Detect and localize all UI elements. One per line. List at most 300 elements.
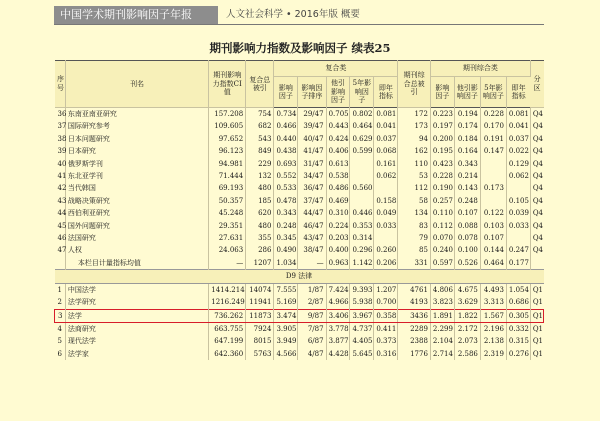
table-cell: 0.316	[374, 348, 398, 360]
table-cell: 4.405	[350, 335, 374, 347]
table-cell: 0.613	[326, 158, 350, 170]
col-c-5yr: 5年影响因子	[350, 77, 374, 108]
table-cell: 5.169	[274, 296, 298, 309]
group-journal: 期刊综合类	[430, 61, 530, 77]
table-cell: Q4	[532, 172, 544, 181]
table-cell: 37	[55, 120, 66, 132]
table-cell: 45	[55, 220, 66, 232]
table-cell: 0.343	[454, 158, 480, 170]
table-row	[55, 145, 544, 157]
table-cell: 1.567	[480, 309, 506, 322]
table-cell: 31/47	[298, 158, 326, 170]
table-cell: 647.199	[209, 335, 246, 347]
table-row	[55, 335, 544, 347]
table-cell: 国际研究参考	[65, 120, 208, 132]
table-cell: 4.966	[326, 296, 350, 309]
table-cell: 0.107	[454, 207, 480, 219]
table-cell: 0.305	[506, 309, 530, 322]
table-cell: 0.164	[454, 145, 480, 157]
table-cell: 1216.249	[209, 296, 246, 309]
table-cell: 5.938	[350, 296, 374, 309]
table-row	[55, 182, 544, 194]
table-cell: 0.693	[274, 158, 298, 170]
table-cell: Q4	[532, 147, 544, 156]
table-cell: 3.313	[480, 296, 506, 309]
col-c-other: 他引影响因子	[326, 77, 350, 108]
table-cell: 0.464	[350, 120, 374, 132]
table-cell: 94	[398, 133, 431, 145]
table-cell: Q4	[532, 196, 544, 205]
table-cell: 0.552	[274, 170, 298, 182]
col-j-if: 影响因子	[430, 77, 454, 108]
table-cell: 0.214	[454, 170, 480, 182]
table-row	[55, 244, 544, 256]
table-cell: 1207	[246, 257, 274, 270]
table-cell: 2/87	[298, 296, 326, 309]
table-cell: 0.446	[350, 207, 374, 219]
table-cell: Q1	[532, 349, 544, 358]
table-cell: 0.686	[506, 296, 530, 309]
table-cell: 0.248	[454, 195, 480, 207]
table-row	[55, 133, 544, 145]
table-cell	[506, 232, 530, 244]
table-cell: 1.054	[506, 283, 530, 296]
col-seq: 序号	[55, 61, 66, 108]
table-cell: 0.411	[374, 322, 398, 335]
table-cell: 0.184	[454, 133, 480, 145]
table-cell: 3.406	[326, 309, 350, 322]
group-composite: 复合类	[274, 61, 398, 77]
table-cell: 3.967	[350, 309, 374, 322]
table-cell: 0.190	[430, 182, 454, 194]
table-cell: 4/87	[298, 348, 326, 360]
table-cell: 本栏目计量指标均值	[65, 257, 208, 270]
table-cell: 2289	[398, 322, 431, 335]
table-cell: Q4	[532, 234, 544, 243]
table-cell: 0.705	[326, 108, 350, 121]
table-cell: 1.142	[350, 257, 374, 270]
table-cell: 50.357	[209, 195, 246, 207]
table-cell: 法学研究	[65, 296, 208, 309]
highlighted-row	[55, 309, 544, 322]
table-cell: 0.240	[430, 244, 454, 256]
col-zone: 分区	[530, 61, 543, 108]
table-cell: 11941	[246, 296, 274, 309]
table-cell: 7.424	[326, 283, 350, 296]
table-cell: 162	[398, 145, 431, 157]
table-cell: 2.586	[454, 348, 480, 360]
table-cell: 0.100	[454, 244, 480, 256]
table-cell: 0.062	[374, 170, 398, 182]
table-cell: 43/47	[298, 232, 326, 244]
table-cell: 46	[55, 232, 66, 244]
table-cell: 0.438	[274, 145, 298, 157]
table-cell: 法学家	[65, 348, 208, 360]
table-cell: 法商研究	[65, 322, 208, 335]
table-cell: 法国研究	[65, 232, 208, 244]
table-cell: 5	[55, 335, 66, 347]
running-header-subtitle: 人文社会科学 • 2016年版 概要	[226, 9, 360, 20]
table-cell: 543	[246, 133, 274, 145]
table-cell: 东北亚学刊	[65, 170, 208, 182]
table-cell: 0.310	[326, 207, 350, 219]
table-cell: 754	[246, 108, 274, 121]
table-cell: 47	[55, 244, 66, 256]
table-title: 期刊影响力指数及影响因子 续表25	[209, 41, 391, 55]
table-cell: 0.248	[274, 220, 298, 232]
table-cell: 1.034	[274, 257, 298, 270]
table-cell: 0.049	[374, 207, 398, 219]
table-cell: 0.197	[430, 120, 454, 132]
table-cell: 0.466	[274, 120, 298, 132]
table-cell: 0.103	[480, 220, 506, 232]
table-cell: 6/87	[298, 335, 326, 347]
table-cell: 3436	[398, 309, 431, 322]
table-cell: 0.700	[374, 296, 398, 309]
table-cell: 0.423	[430, 158, 454, 170]
table-cell: 5763	[246, 348, 274, 360]
table-cell: Q1	[532, 324, 544, 333]
table-cell: 7.555	[274, 283, 298, 296]
col-j-imm: 即年指标	[506, 77, 530, 108]
table-cell: 682	[246, 120, 274, 132]
table-cell: 40	[55, 158, 66, 170]
table-cell: 41	[55, 170, 66, 182]
col-c-rank: 影响因子排序	[298, 77, 326, 108]
table-cell: 4.493	[480, 283, 506, 296]
table-cell: 4.737	[350, 322, 374, 335]
table-cell: 2.073	[454, 335, 480, 347]
table-cell: 7924	[246, 322, 274, 335]
table-cell: 0.105	[506, 195, 530, 207]
table-cell: 0.224	[326, 220, 350, 232]
table-row	[55, 232, 544, 244]
table-cell: 4193	[398, 296, 431, 309]
table-cell: 480	[246, 182, 274, 194]
table-cell: 日本研究	[65, 145, 208, 157]
table-cell: 39	[55, 145, 66, 157]
table-cell: 79	[398, 232, 431, 244]
table-cell: 46/47	[298, 220, 326, 232]
table-cell: Q4	[532, 159, 544, 168]
table-cell: 西伯利亚研究	[65, 207, 208, 219]
table-cell: 8015	[246, 335, 274, 347]
table-cell: 112	[398, 182, 431, 194]
table-cell: Q4	[532, 209, 544, 218]
table-cell: 620	[246, 207, 274, 219]
table-cell: 0.332	[506, 322, 530, 335]
table-cell: 4.566	[274, 348, 298, 360]
table-cell: 0.147	[480, 145, 506, 157]
table-cell: 0.195	[430, 145, 454, 157]
table-row	[55, 158, 544, 170]
table-cell: 173	[398, 120, 431, 132]
table-cell: 172	[398, 108, 431, 121]
table-cell: Q1	[530, 309, 543, 322]
table-cell: 71.444	[209, 170, 246, 182]
table-cell: 185	[246, 195, 274, 207]
table-cell: Q1	[532, 337, 544, 346]
table-cell: 东南亚南亚研究	[65, 108, 208, 121]
table-cell: Q4	[532, 122, 544, 131]
table-cell: 42	[55, 182, 66, 194]
table-cell: 0.440	[274, 133, 298, 145]
table-cell	[506, 182, 530, 194]
table-row	[55, 207, 544, 219]
table-cell: 0.173	[480, 182, 506, 194]
table-cell: 0.353	[350, 220, 374, 232]
table-cell: 97.652	[209, 133, 246, 145]
table-cell: 2	[55, 296, 66, 309]
table-cell: 0.597	[430, 257, 454, 270]
table-cell: 29.351	[209, 220, 246, 232]
table-cell: 法学	[65, 309, 208, 322]
table-body	[55, 108, 544, 361]
table-cell: 0.247	[506, 244, 530, 256]
table-cell: 0.443	[326, 120, 350, 132]
table-cell: 0.078	[454, 232, 480, 244]
col-cited-composite: 复合总被引	[246, 61, 274, 108]
table-cell: 0.203	[326, 232, 350, 244]
table-cell: 0.039	[506, 207, 530, 219]
table-cell: 0.037	[374, 133, 398, 145]
table-cell: Q4	[532, 221, 544, 230]
table-cell: 0.037	[506, 133, 530, 145]
header-divider	[54, 24, 544, 25]
table-cell: 人权	[65, 244, 208, 256]
table-cell: 4.428	[326, 348, 350, 360]
table-cell: 0.469	[326, 195, 350, 207]
table-cell: 2.319	[480, 348, 506, 360]
table-cell: 0.314	[350, 232, 374, 244]
table-cell	[55, 257, 66, 270]
table-cell: 9/87	[298, 309, 326, 322]
table-cell: Q4	[532, 134, 544, 143]
table-cell: 2.104	[430, 335, 454, 347]
table-cell: 58	[398, 195, 431, 207]
table-cell: 0.177	[506, 257, 530, 270]
table-cell: 0.144	[480, 244, 506, 256]
table-row	[55, 170, 544, 182]
table-cell: 0.033	[374, 220, 398, 232]
table-row	[55, 108, 544, 121]
table-cell: 40/47	[298, 133, 326, 145]
table-row	[55, 283, 544, 296]
table-cell: 0.033	[506, 220, 530, 232]
table-cell: 0.464	[480, 257, 506, 270]
table-cell: 0.143	[454, 182, 480, 194]
table-cell: 国外问题研究	[65, 220, 208, 232]
table-cell: 34/47	[298, 170, 326, 182]
table-cell: 0.276	[506, 348, 530, 360]
table-cell: 0.315	[506, 335, 530, 347]
table-cell	[374, 232, 398, 244]
table-row	[55, 195, 544, 207]
table-cell: 0.526	[454, 257, 480, 270]
table-cell: 2388	[398, 335, 431, 347]
table-cell: 0.129	[506, 158, 530, 170]
table-cell: 0.088	[454, 220, 480, 232]
table-cell	[374, 182, 398, 194]
table-cell: 0.424	[326, 133, 350, 145]
table-cell: 0.161	[374, 158, 398, 170]
average-row	[55, 257, 544, 270]
table-cell: 0.296	[350, 244, 374, 256]
table-cell: 480	[246, 220, 274, 232]
table-cell: 俄罗斯学刊	[65, 158, 208, 170]
table-cell: 39/47	[298, 120, 326, 132]
table-cell: 0.200	[430, 133, 454, 145]
table-row	[55, 322, 544, 335]
table-cell: 0.107	[480, 232, 506, 244]
table-cell: 0.070	[430, 232, 454, 244]
table-header	[55, 61, 544, 108]
table-cell: 41/47	[298, 145, 326, 157]
table-cell: 9.393	[350, 283, 374, 296]
table-cell: 94.981	[209, 158, 246, 170]
table-cell: 0.400	[326, 244, 350, 256]
table-cell: 2.196	[480, 322, 506, 335]
table-cell: 0.206	[374, 257, 398, 270]
table-cell: 0.599	[350, 145, 374, 157]
table-cell: 38	[55, 133, 66, 145]
table-cell: 1/87	[298, 283, 326, 296]
table-cell: 36/47	[298, 182, 326, 194]
table-cell: 14074	[246, 283, 274, 296]
table-cell: 36	[55, 108, 66, 121]
table-cell: 229	[246, 158, 274, 170]
table-cell: 3.778	[326, 322, 350, 335]
table-cell: 3.629	[454, 296, 480, 309]
table-cell: 286	[246, 244, 274, 256]
table-cell: 134	[398, 207, 431, 219]
table-cell: 0.802	[350, 108, 374, 121]
table-cell: 日本问题研究	[65, 133, 208, 145]
table-cell: 45.248	[209, 207, 246, 219]
table-cell: 0.358	[374, 309, 398, 322]
section-label: D9 法律	[55, 270, 544, 283]
table-cell: 3.877	[326, 335, 350, 347]
table-cell: 0.191	[480, 133, 506, 145]
table-cell: 6	[55, 348, 66, 360]
table-cell: 0.538	[326, 170, 350, 182]
table-cell: 0.257	[430, 195, 454, 207]
table-cell: 2.299	[430, 322, 454, 335]
running-header-brand: 中国学术期刊影响因子年报	[54, 6, 218, 24]
table-row	[55, 348, 544, 360]
table-cell: 157.208	[209, 108, 246, 121]
table-cell: 0.062	[506, 170, 530, 182]
table-cell: 0.533	[274, 182, 298, 194]
table-cell: —	[298, 257, 326, 270]
table-cell: 0.734	[274, 108, 298, 121]
table-cell: 0.490	[274, 244, 298, 256]
table-cell: 中国法学	[65, 283, 208, 296]
table-cell: 1	[55, 283, 66, 296]
table-cell: Q4	[532, 110, 544, 118]
table-cell: 0.486	[326, 182, 350, 194]
col-c-if: 影响因子	[274, 77, 298, 108]
table-cell: 0.406	[326, 145, 350, 157]
table-cell: 43	[55, 195, 66, 207]
table-cell: 0.112	[430, 220, 454, 232]
table-cell: Q1	[532, 298, 544, 307]
table-cell: 2.172	[454, 322, 480, 335]
table-cell: 2.714	[430, 348, 454, 360]
col-j-other: 他引影响因子	[454, 77, 480, 108]
impact-factor-table	[54, 60, 544, 360]
table-cell: 0.345	[274, 232, 298, 244]
table-cell: 0.122	[480, 207, 506, 219]
col-ci: 期刊影响力指数CI值	[209, 61, 246, 108]
table-cell: 5.645	[350, 348, 374, 360]
table-cell: 4	[55, 322, 66, 335]
col-c-imm: 即年指标	[374, 77, 398, 108]
table-cell: 0.158	[374, 195, 398, 207]
table-cell: 0.343	[274, 207, 298, 219]
table-cell	[350, 170, 374, 182]
table-row	[55, 120, 544, 132]
table-cell: 1414.214	[209, 283, 246, 296]
table-cell: 96.123	[209, 145, 246, 157]
table-cell: 849	[246, 145, 274, 157]
table-cell: 3.474	[274, 309, 298, 322]
table-row	[55, 220, 544, 232]
table-cell: 85	[398, 244, 431, 256]
table-cell: 0.228	[430, 170, 454, 182]
table-cell	[350, 158, 374, 170]
table-cell: 现代法学	[65, 335, 208, 347]
table-cell: 4.806	[430, 283, 454, 296]
table-cell: 0.260	[374, 244, 398, 256]
table-cell: 战略决策研究	[65, 195, 208, 207]
section-row	[55, 270, 544, 283]
table-cell	[480, 195, 506, 207]
table-cell: 27.631	[209, 232, 246, 244]
table-cell: 2.138	[480, 335, 506, 347]
col-j-5yr: 5年影响因子	[480, 77, 506, 108]
table-cell: 1776	[398, 348, 431, 360]
table-cell: Q4	[532, 246, 544, 255]
table-cell: 0.373	[374, 335, 398, 347]
table-cell: 0.041	[506, 120, 530, 132]
table-cell: Q4	[532, 184, 544, 193]
col-name: 刊名	[65, 61, 208, 108]
table-cell: 110	[398, 158, 431, 170]
table-cell: 109.605	[209, 120, 246, 132]
table-cell: 1.891	[430, 309, 454, 322]
table-cell: 44	[55, 207, 66, 219]
table-cell: 11873	[246, 309, 274, 322]
table-cell: 0.174	[454, 120, 480, 132]
table-cell	[480, 170, 506, 182]
table-cell: 0.223	[430, 108, 454, 121]
table-cell: 132	[246, 170, 274, 182]
table-cell: 69.193	[209, 182, 246, 194]
table-cell: 44/47	[298, 207, 326, 219]
table-cell: 0.068	[374, 145, 398, 157]
table-cell: 29/47	[298, 108, 326, 121]
table-cell: 3.905	[274, 322, 298, 335]
table-cell: 0.081	[506, 108, 530, 121]
table-cell: 736.262	[209, 309, 246, 322]
table-cell: 1.207	[374, 283, 398, 296]
table-cell: 53	[398, 170, 431, 182]
table-cell: 0.228	[480, 108, 506, 121]
table-cell: 83	[398, 220, 431, 232]
table-cell: 7/87	[298, 322, 326, 335]
table-cell: 37/47	[298, 195, 326, 207]
